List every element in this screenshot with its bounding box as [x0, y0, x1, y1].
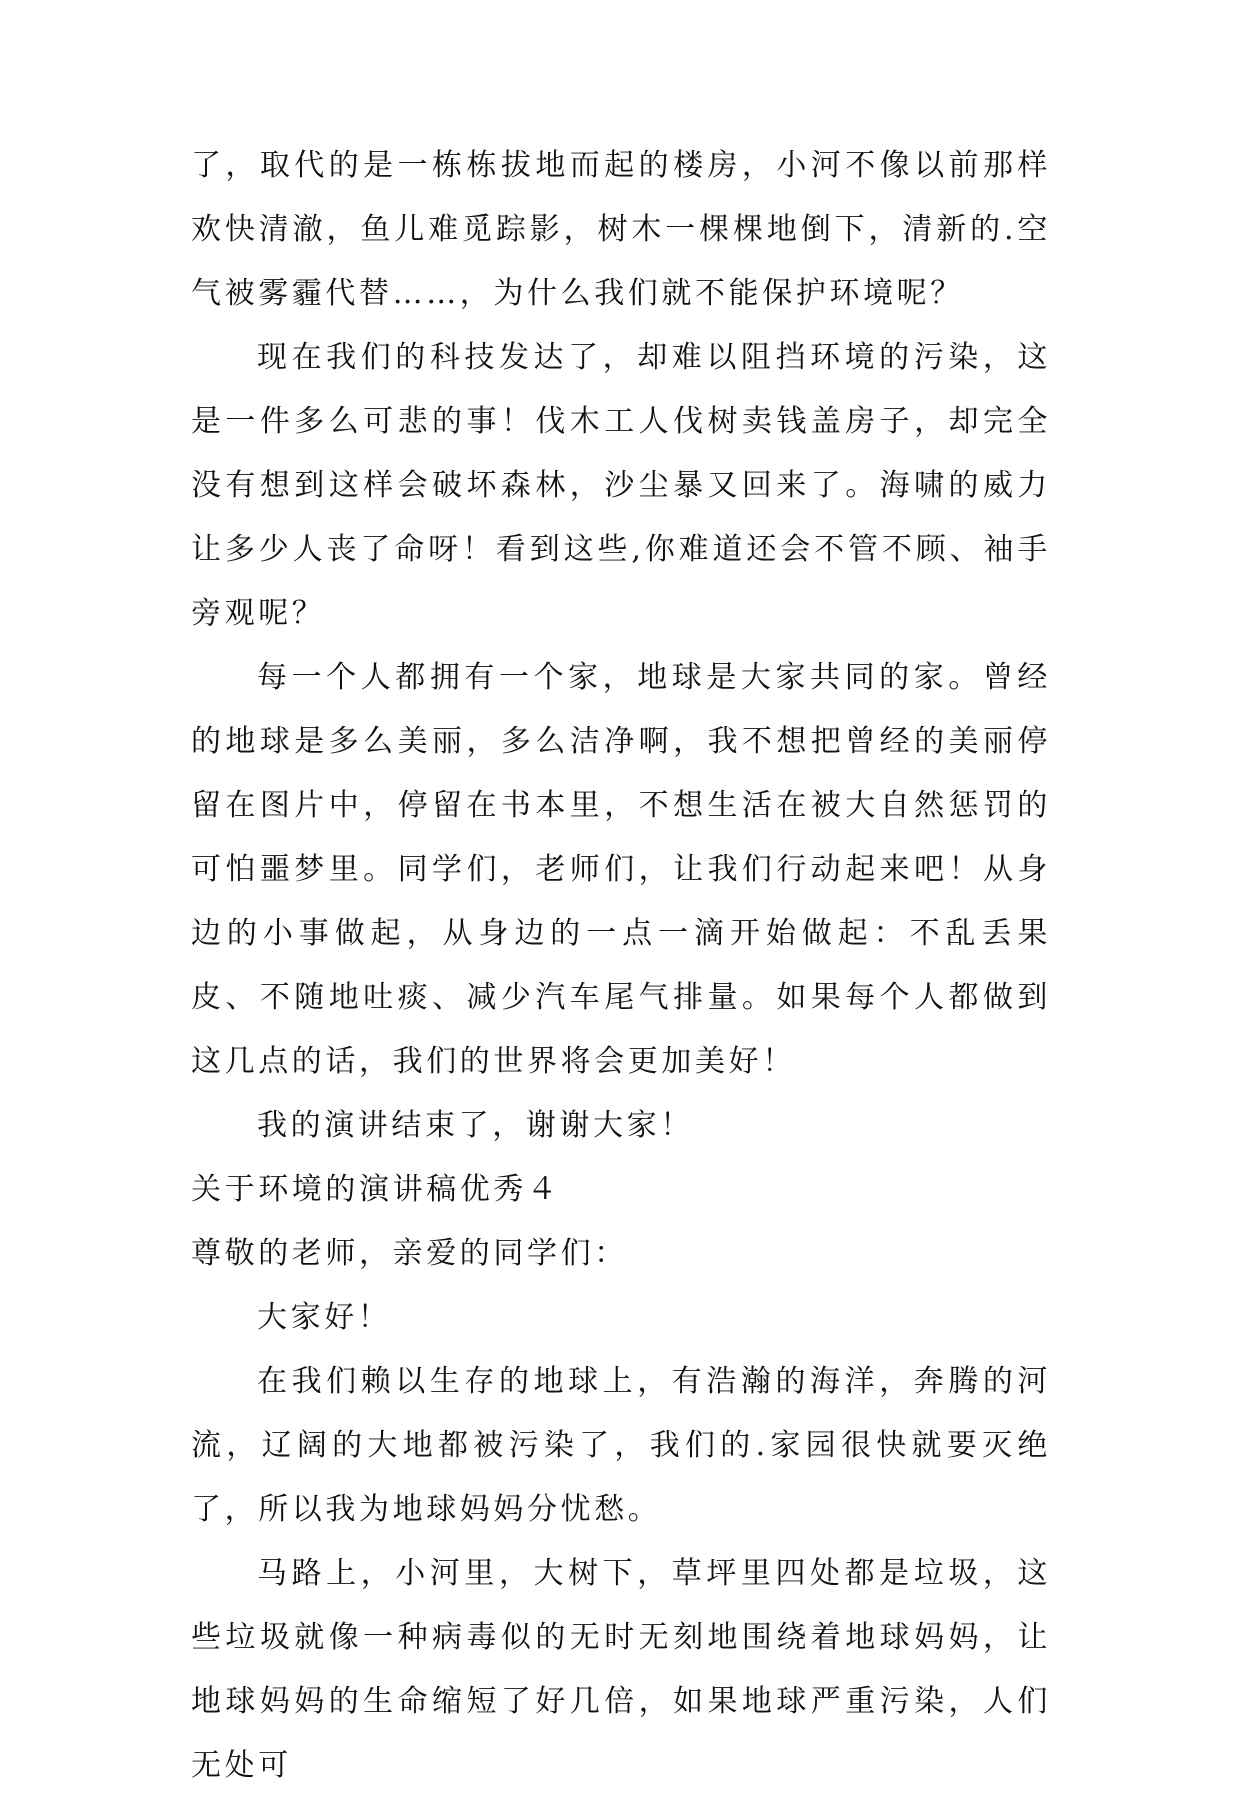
- greeting: 大家好！: [257, 1300, 392, 1335]
- section-title: 关于环境的演讲稿优秀４: [191, 1172, 561, 1207]
- paragraph-garbage: 马路上，小河里，大树下，草坪里四处都是垃圾，这些垃圾就像一种病毒似的无时无刻地围绕着地球妈妈，让地球妈妈的生命缩短了好几倍，如果地球严重污染，人们无处可: [191, 1556, 1051, 1783]
- paragraph-shared-home: 每一个人都拥有一个家，地球是大家共同的家。曾经的地球是多么美丽，多么洁净啊，我不想把曾经的美丽停留在图片中，停留在书本里，不想生活在被大自然惩罚的可怕噩梦里。同学们，老师们，让我们行动起来吧！从身边的小事做起，从身边的一点一滴开始做起：不乱丢果皮、不随地吐痰、减少汽车尾气排量。如果每个人都做到这几点的话，我们的世界将会更加美好！: [191, 660, 1051, 1079]
- document-body: [191, 134, 1051, 1798]
- paragraph-closing: 我的演讲结束了，谢谢大家！: [257, 1108, 694, 1143]
- paragraph-continued: 了，取代的是一栋栋拔地而起的楼房，小河不像以前那样欢快清澈，鱼儿难觅踪影，树木一棵棵地倒下，清新的.空气被雾霾代替……，为什么我们就不能保护环境呢？: [191, 148, 1051, 311]
- paragraph-earth-polluted: 在我们赖以生存的地球上，有浩瀚的海洋，奔腾的河流，辽阔的大地都被污染了，我们的.家园很快就要灭绝了，所以我为地球妈妈分忧愁。: [191, 1364, 1051, 1527]
- paragraph-technology: 现在我们的科技发达了，却难以阻挡环境的污染，这是一件多么可悲的事！伐木工人伐树卖钱盖房子，却完全没有想到这样会破坏森林，沙尘暴又回来了。海啸的威力让多少人丧了命呀！看到这些,你难道还会不管不顾、袖手旁观呢？: [191, 340, 1051, 631]
- salutation: 尊敬的老师，亲爱的同学们：: [191, 1236, 628, 1271]
